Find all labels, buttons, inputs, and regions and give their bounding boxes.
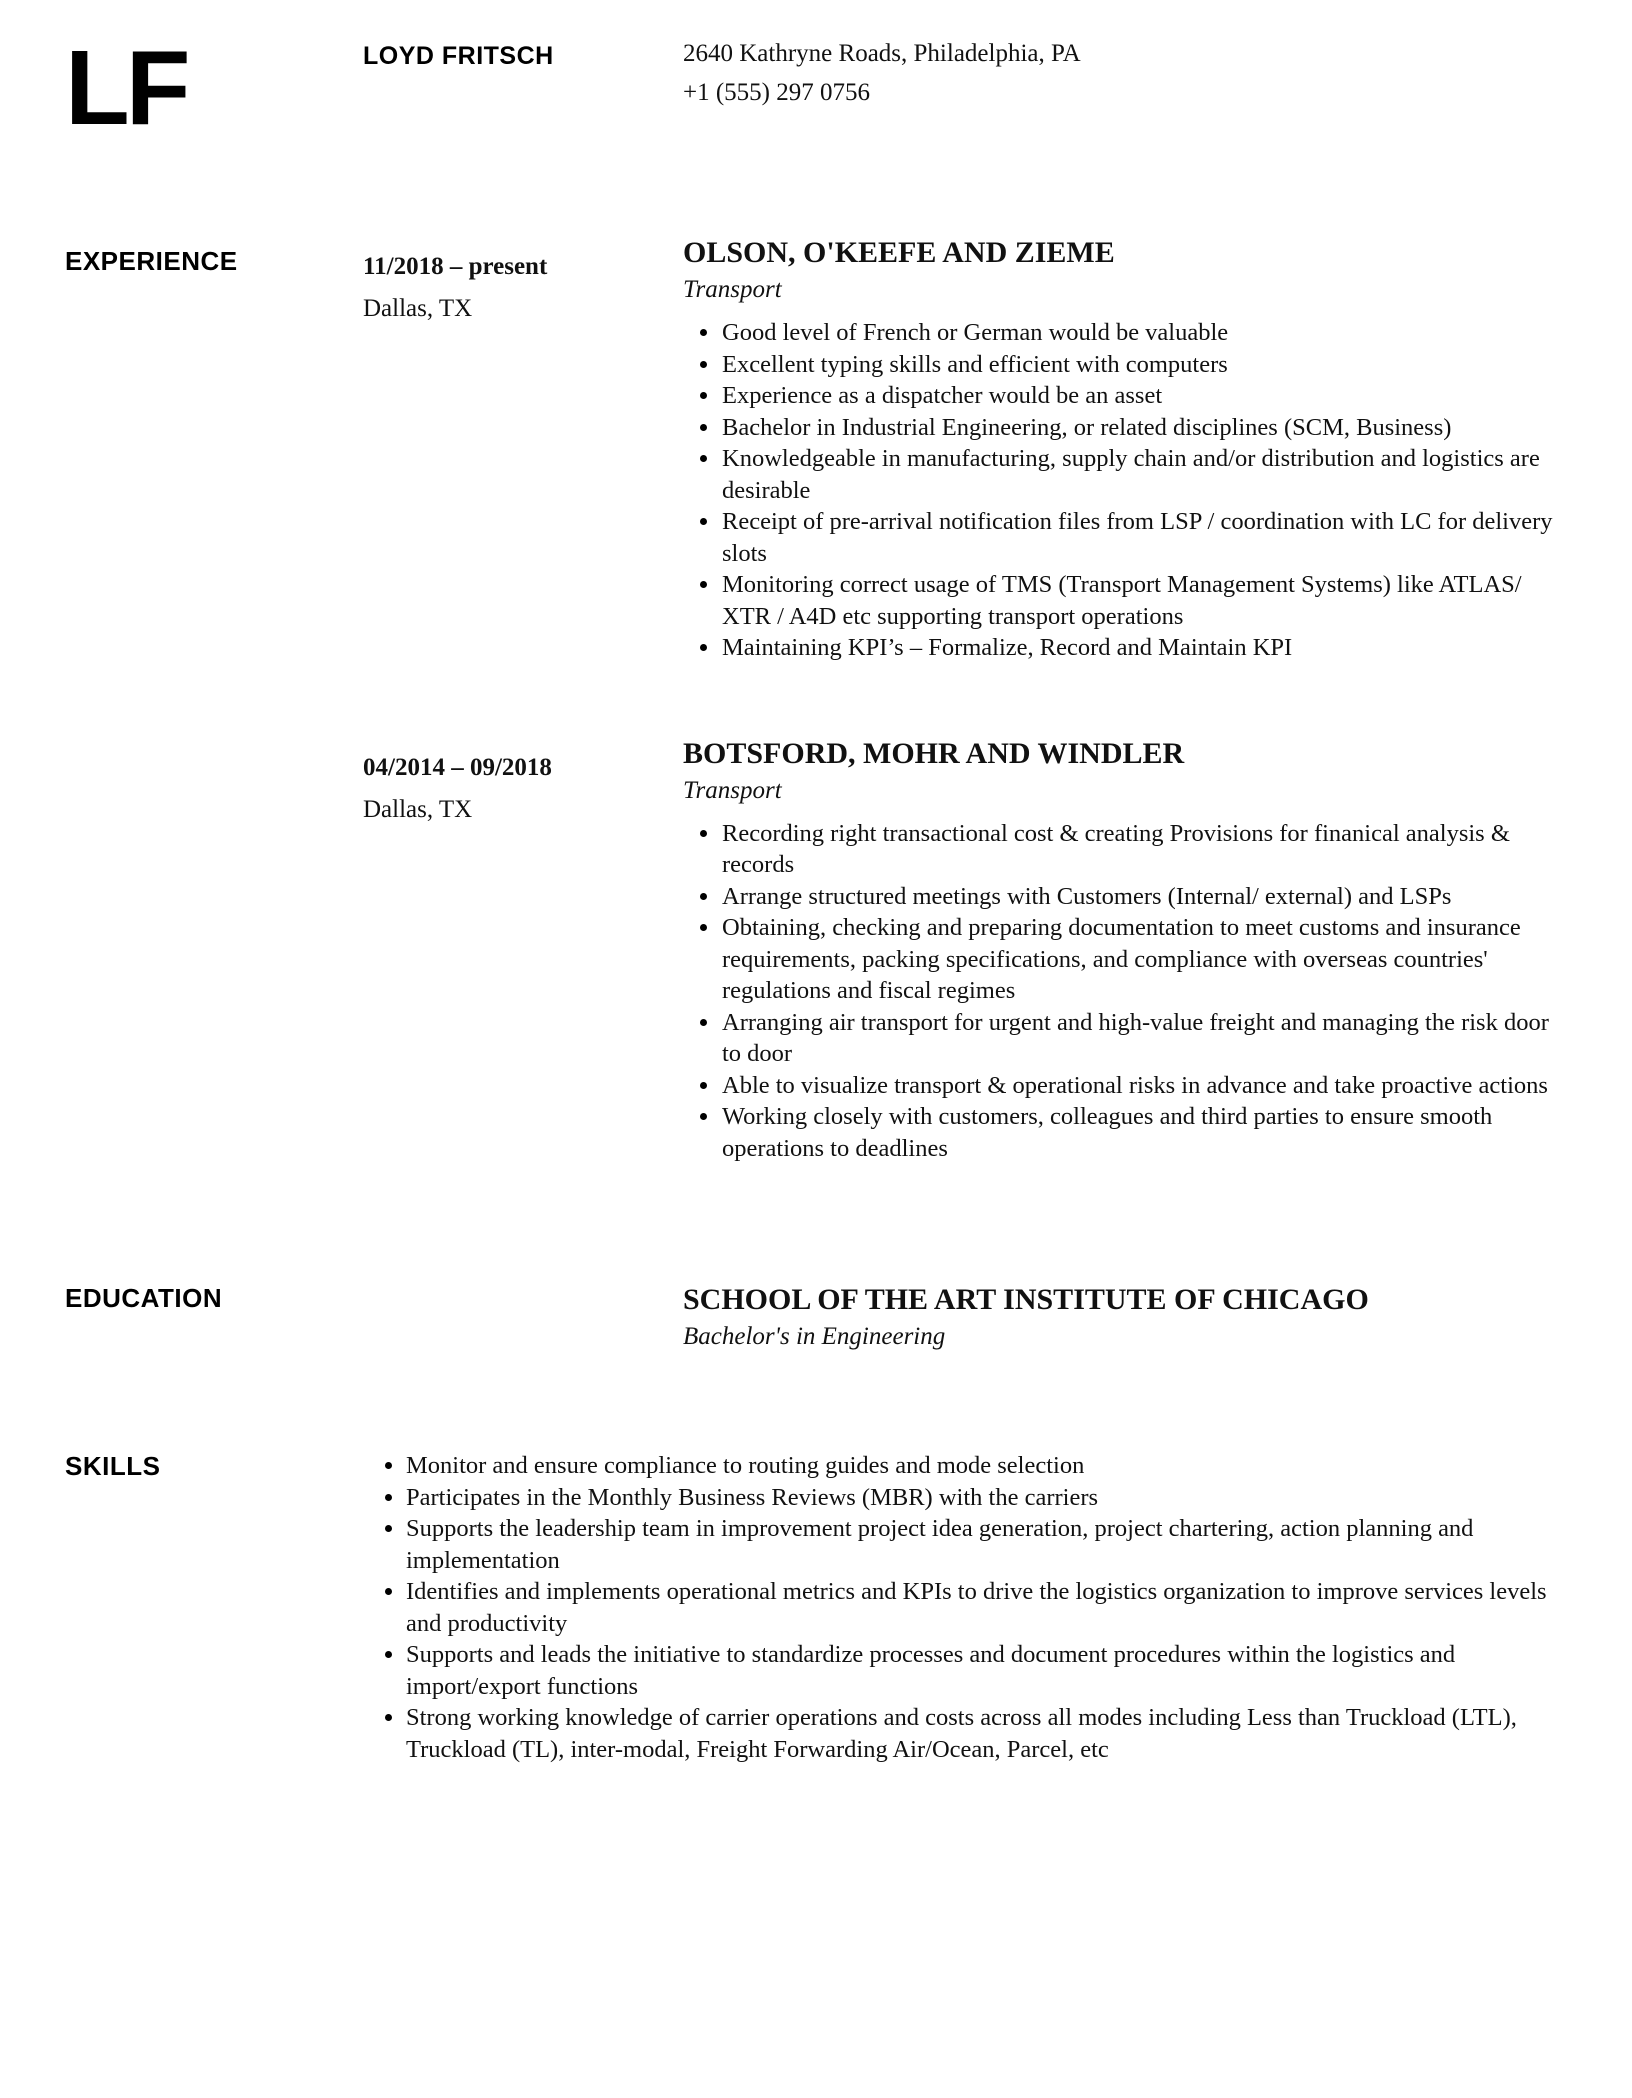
- bullet-item: Excellent typing skills and efficient with computers: [698, 349, 1555, 381]
- job-body: [683, 233, 1555, 664]
- education-content: [683, 1280, 1555, 1354]
- bullet-item: Arranging air transport for urgent and high-value freight and managing the risk door to door: [698, 1007, 1555, 1070]
- job-bullets: [698, 818, 1555, 1165]
- education-label: EDUCATION: [65, 1283, 223, 1314]
- section-skills: [65, 1450, 1555, 1765]
- monogram-logo: LF: [65, 29, 187, 147]
- bullet-item: Monitoring correct usage of TMS (Transport Management Systems) like ATLAS/ XTR / A4D etc supporting transport operations: [698, 569, 1555, 632]
- bullet-item: Receipt of pre-arrival notification files from LSP / coordination with LC for delivery slots: [698, 506, 1555, 569]
- job-role: Transport: [683, 776, 782, 804]
- experience-label: EXPERIENCE: [65, 246, 238, 277]
- job-location: Dallas, TX: [363, 795, 473, 823]
- contact-info: [683, 34, 1555, 112]
- bullet-item: Supports the leadership team in improvement project idea generation, project chartering, action planning and implementation: [383, 1513, 1555, 1576]
- job-entry: [363, 233, 1555, 664]
- section-education: [65, 1282, 1555, 1354]
- job-meta: [363, 233, 683, 330]
- bullet-item: Participates in the Monthly Business Reviews (MBR) with the carriers: [383, 1482, 1555, 1514]
- skills-list: [383, 1450, 1555, 1765]
- bullet-item: Monitor and ensure compliance to routing guides and mode selection: [383, 1450, 1555, 1482]
- bullet-item: Able to visualize transport & operational risks in advance and take proactive actions: [698, 1070, 1555, 1102]
- header: [65, 29, 1555, 147]
- job-dates: 11/2018 – present: [363, 253, 548, 281]
- bullet-item: Supports and leads the initiative to standardize processes and document procedures within the logistics and import/export functions: [383, 1639, 1555, 1702]
- bullet-item: Identifies and implements operational metrics and KPIs to drive the logistics organization to improve services levels and productivity: [383, 1576, 1555, 1639]
- bullet-item: Obtaining, checking and preparing documentation to meet customs and insurance requirements, packing specifications, and compliance with overseas countries' regulations and fiscal regimes: [698, 912, 1555, 1007]
- job-location: Dallas, TX: [363, 295, 473, 323]
- phone-line: +1 (555) 297 0756: [683, 79, 870, 106]
- job-bullets: [698, 317, 1555, 664]
- job-company: OLSON, O'KEEFE AND ZIEME: [683, 236, 1115, 270]
- job-meta: [363, 734, 683, 831]
- job-company: BOTSFORD, MOHR AND WINDLER: [683, 736, 1185, 770]
- bullet-item: Working closely with customers, colleagues and third parties to ensure smooth operations to deadlines: [698, 1101, 1555, 1164]
- section-experience: [65, 236, 1555, 1164]
- bullet-item: Experience as a dispatcher would be an asset: [698, 380, 1555, 412]
- bullet-item: Knowledgeable in manufacturing, supply chain and/or distribution and logistics are desirable: [698, 443, 1555, 506]
- bullet-item: Good level of French or German would be valuable: [698, 317, 1555, 349]
- bullet-item: Maintaining KPI’s – Formalize, Record and Maintain KPI: [698, 632, 1555, 664]
- candidate-name: LOYD FRITSCH: [363, 42, 554, 70]
- bullet-item: Strong working knowledge of carrier operations and costs across all modes including Less than Truckload (LTL), Truckload (TL), inter-modal, Freight Forwarding Air/Ocean, Parcel, etc: [383, 1702, 1555, 1765]
- bullet-item: Recording right transactional cost & creating Provisions for finanical analysis & records: [698, 818, 1555, 881]
- job-dates: 04/2014 – 09/2018: [363, 753, 552, 781]
- job-entry: [363, 734, 1555, 1165]
- address-line: 2640 Kathryne Roads, Philadelphia, PA: [683, 40, 1081, 67]
- job-body: [683, 734, 1555, 1165]
- degree: Bachelor's in Engineering: [683, 1323, 946, 1351]
- skills-label: SKILLS: [65, 1451, 161, 1482]
- school-name: SCHOOL OF THE ART INSTITUTE OF CHICAGO: [683, 1283, 1369, 1317]
- bullet-item: Arrange structured meetings with Customers (Internal/ external) and LSPs: [698, 881, 1555, 913]
- skills-content: [363, 1450, 1555, 1765]
- bullet-item: Bachelor in Industrial Engineering, or related disciplines (SCM, Business): [698, 412, 1555, 444]
- job-role: Transport: [683, 276, 782, 304]
- job-list: [363, 233, 1555, 1164]
